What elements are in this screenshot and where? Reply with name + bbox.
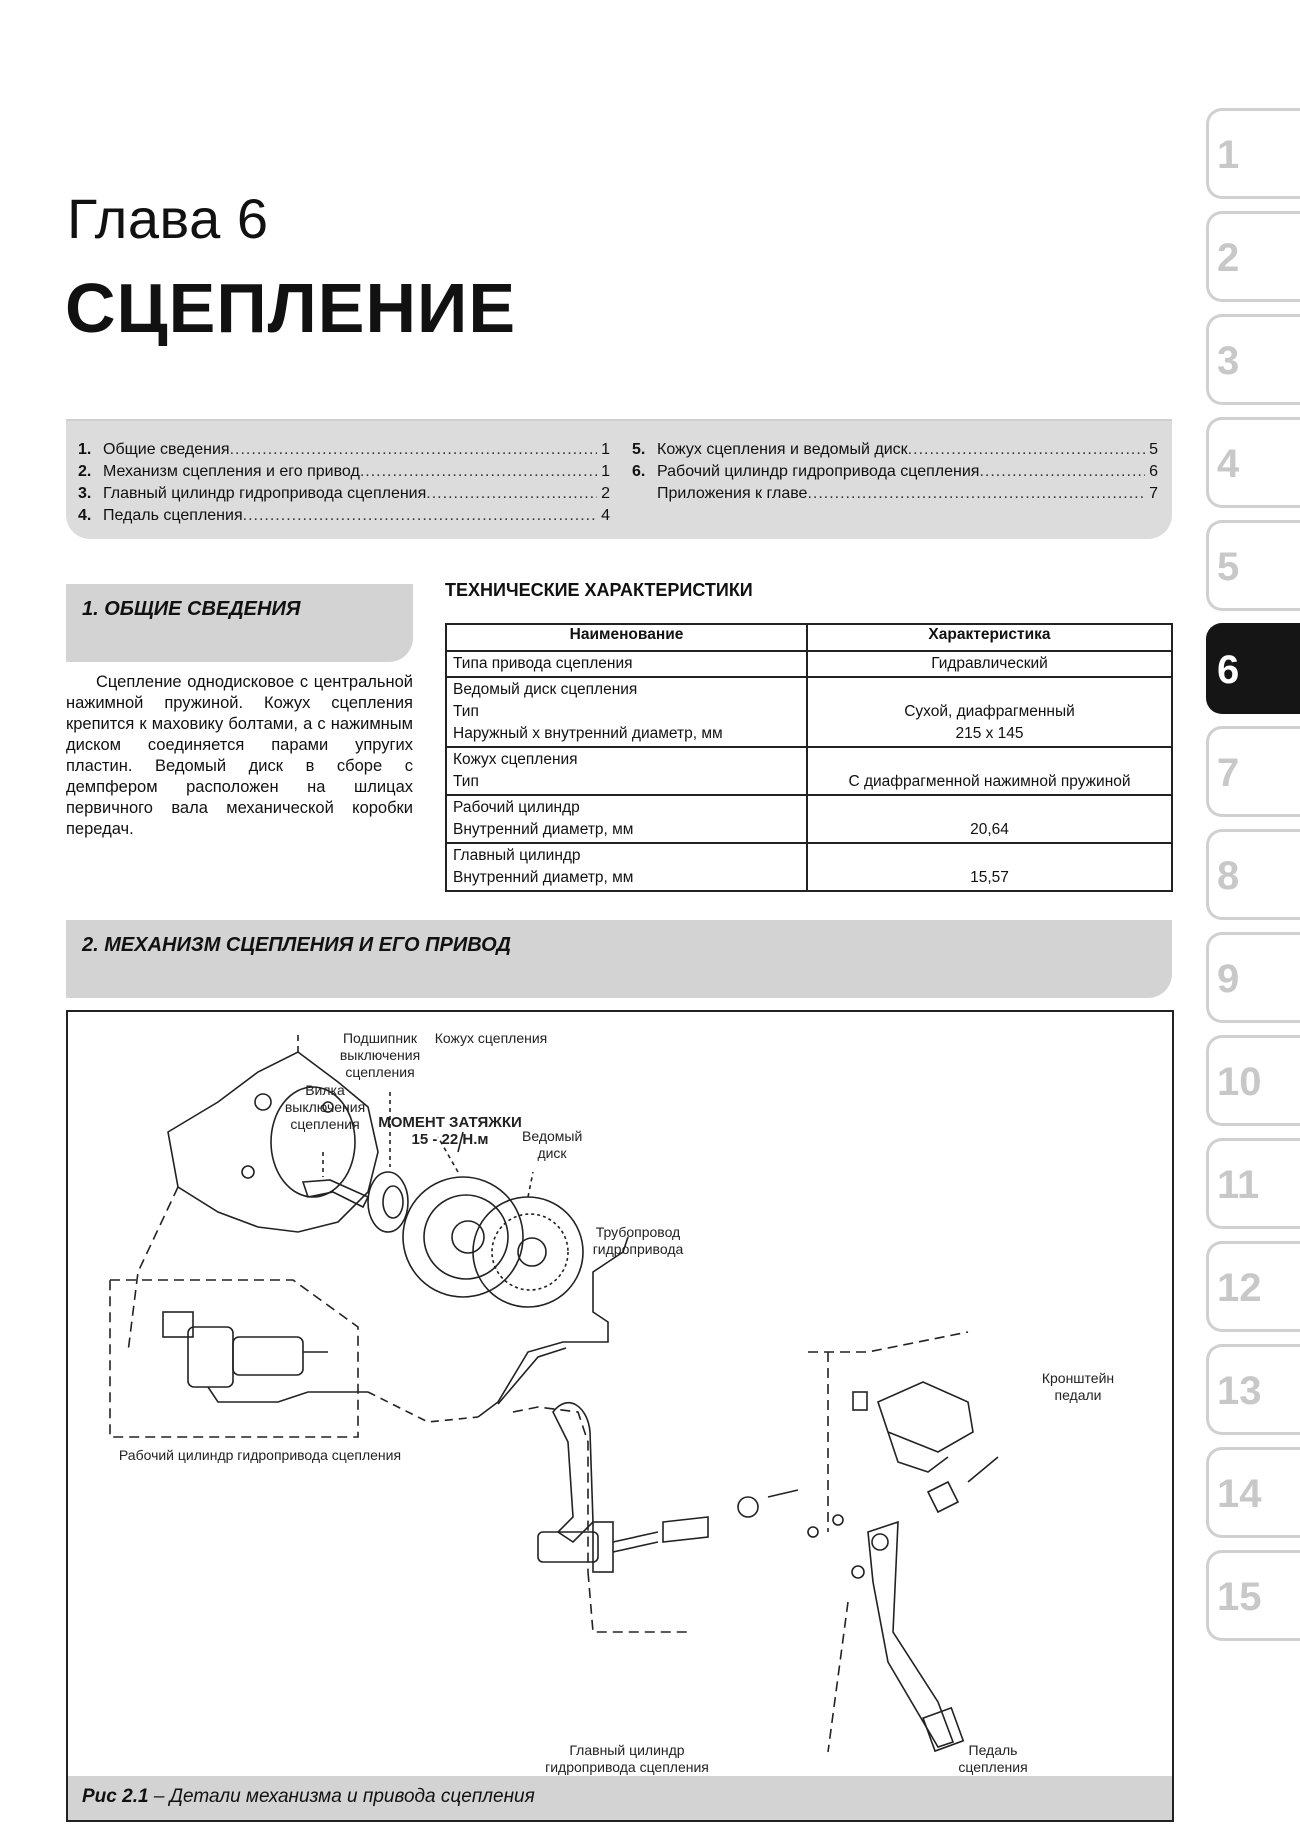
contents-leader-dots	[908, 439, 1145, 461]
pedal-bracket-drawing	[808, 1332, 973, 1532]
contents-item-title: Рабочий цилиндр гидропривода сцепления	[657, 463, 980, 480]
chapter-tab-8[interactable]: 8	[1206, 829, 1300, 920]
chapter-tab-6[interactable]: 6	[1206, 623, 1300, 714]
clutch-cover-drawing	[403, 1132, 523, 1297]
specs-value-cell	[807, 795, 1172, 843]
specs-value-line: 20,64	[970, 821, 1009, 838]
clutch-diagram	[68, 1012, 1172, 1776]
specs-value-cell	[807, 747, 1172, 795]
specs-name-line: Главный цилиндр	[453, 847, 581, 864]
specs-value-line: 15,57	[970, 869, 1009, 886]
chapter-title: СЦЕПЛЕНИЕ	[65, 269, 517, 347]
contents-leader-dots	[230, 439, 598, 461]
callout-slave-cylinder: Рабочий цилиндр гидропривода сцепления	[118, 1447, 402, 1463]
specs-name-line: Ведомый диск сцепления	[453, 681, 638, 698]
chapter-tab-14[interactable]: 14	[1206, 1447, 1300, 1538]
specs-name-line: Тип	[453, 703, 479, 720]
release-bearing-drawing	[368, 1092, 408, 1232]
contents-item-number: 2.	[78, 463, 92, 480]
callout-pedal-bracket: Кронштейн педали	[1041, 1370, 1115, 1403]
chapter-tab-13[interactable]: 13	[1206, 1344, 1300, 1435]
specs-name-cell	[446, 843, 807, 891]
contents-item-number: 3.	[78, 485, 92, 502]
specs-title: ТЕХНИЧЕСКИЕ ХАРАКТЕРИСТИКИ	[445, 580, 753, 600]
figure-caption-text: – Детали механизма и привода сцепления	[148, 1786, 535, 1807]
contents-item-title: Главный цилиндр гидропривода сцепления	[103, 485, 427, 502]
contents-item-page: 4	[601, 507, 610, 524]
specs-name-cell	[446, 651, 807, 677]
contents-item-title: Механизм сцепления и его привод	[103, 463, 360, 480]
specs-name-line: Тип	[453, 773, 479, 790]
contents-item-title: Кожух сцепления и ведомый диск	[657, 441, 908, 458]
callout-clutch-pedal: Педаль сцепления	[958, 1742, 1028, 1775]
contents-item-page: 6	[1149, 463, 1158, 480]
contents-item[interactable]	[632, 461, 1158, 483]
contents-item[interactable]	[78, 483, 610, 505]
contents-column-left	[78, 439, 610, 527]
specs-name-line: Внутренний диаметр, мм	[453, 869, 634, 886]
master-cylinder-drawing	[513, 1403, 798, 1632]
callout-master-cylinder: Главный цилиндр гидропривода сцепления	[545, 1742, 709, 1775]
contents-item-title: Педаль сцепления	[103, 507, 243, 524]
contents-item-page: 5	[1149, 441, 1158, 458]
specs-value-cell	[807, 677, 1172, 747]
chapter-tab-2[interactable]: 2	[1206, 211, 1300, 302]
clutch-pedal-drawing	[808, 1457, 998, 1752]
contents-leader-dots	[807, 483, 1145, 505]
callout-release-bearing: Подшипник выключения сцепления	[339, 1030, 421, 1080]
specs-name-line: Типа привода сцепления	[453, 655, 633, 672]
specs-name-line: Внутренний диаметр, мм	[453, 821, 634, 838]
chapter-tab-5[interactable]: 5	[1206, 520, 1300, 611]
section-1-text: Сцепление однодисковое с центральной нажимной пружиной. Кожух сцепления крепится к маховику болтами, а с нажимным диском соединяется парами упругих пластин. Ведомый диск в сборе с демпфером расположен на шлицах первичного вала механической коробки передач.	[66, 673, 413, 838]
specs-row	[446, 677, 1172, 747]
driven-disc-drawing	[473, 1172, 583, 1307]
specs-name-cell	[446, 677, 807, 747]
chapter-tab-7[interactable]: 7	[1206, 726, 1300, 817]
contents-item-number: 6.	[632, 463, 646, 480]
chapter-label: Глава 6	[67, 187, 269, 250]
specs-value-cell	[807, 651, 1172, 677]
chapter-tab-4[interactable]: 4	[1206, 417, 1300, 508]
specs-value-line: Сухой, диафрагменный	[904, 703, 1075, 720]
section-2-title: 2. МЕХАНИЗМ СЦЕПЛЕНИЯ И ЕГО ПРИВОД	[82, 934, 511, 956]
contents-leader-dots	[979, 461, 1145, 483]
figure-caption-bar	[68, 1776, 1172, 1820]
contents-item[interactable]	[632, 483, 1158, 505]
section-1-header	[66, 584, 413, 662]
section-2-header	[66, 920, 1172, 998]
chapter-tab-3[interactable]: 3	[1206, 314, 1300, 405]
figure-clutch-parts	[66, 1010, 1174, 1822]
callout-clutch-cover: Кожух сцепления	[434, 1030, 548, 1046]
contents-item-page: 1	[601, 463, 610, 480]
callout-driven-disc: Ведомый диск	[522, 1128, 583, 1161]
section-1-title: 1. ОБЩИЕ СВЕДЕНИЯ	[82, 598, 301, 620]
contents-leader-dots	[426, 483, 597, 505]
specs-header-name: Наименование	[446, 624, 807, 651]
specs-row	[446, 843, 1172, 891]
specs-name-cell	[446, 747, 807, 795]
slave-cylinder-drawing	[110, 1280, 478, 1437]
callout-hydraulic-pipe: Трубопровод гидропривода	[592, 1224, 684, 1257]
specs-row	[446, 795, 1172, 843]
chapter-contents	[66, 419, 1172, 539]
figure-caption	[82, 1786, 535, 1808]
chapter-tab-12[interactable]: 12	[1206, 1241, 1300, 1332]
specs-value-line: Гидравлический	[931, 655, 1048, 672]
contents-item-number: 4.	[78, 507, 92, 524]
specs-value-cell	[807, 843, 1172, 891]
specs-value-line: 215 х 145	[955, 725, 1024, 742]
chapter-tab-1[interactable]: 1	[1206, 108, 1300, 199]
chapter-tab-11[interactable]: 11	[1206, 1138, 1300, 1229]
specs-name-line: Рабочий цилиндр	[453, 799, 580, 816]
contents-item[interactable]	[78, 439, 610, 461]
contents-item[interactable]	[632, 439, 1158, 461]
specs-name-cell	[446, 795, 807, 843]
contents-item-title: Общие сведения	[103, 441, 230, 458]
figure-caption-number: Рис 2.1	[82, 1786, 149, 1807]
specs-row	[446, 747, 1172, 795]
chapter-tab-9[interactable]: 9	[1206, 932, 1300, 1023]
contents-column-right	[632, 439, 1158, 505]
contents-item-number: 1.	[78, 441, 92, 458]
callout-release-fork: Вилка выключения сцепления	[284, 1082, 366, 1132]
contents-item-page: 1	[601, 441, 610, 458]
callout-torque: МОМЕНТ ЗАТЯЖКИ 15 - 22 Н.м	[378, 1114, 522, 1148]
contents-item-page: 7	[1149, 485, 1158, 502]
contents-item-page: 2	[601, 485, 610, 502]
specs-name-line: Кожух сцепления	[453, 751, 578, 768]
contents-item[interactable]	[78, 505, 610, 527]
specs-header-value: Характеристика	[807, 624, 1172, 651]
chapter-tab-10[interactable]: 10	[1206, 1035, 1300, 1126]
contents-item-number: 5.	[632, 441, 646, 458]
hydraulic-pipe-drawing	[478, 1237, 628, 1417]
contents-item-number	[632, 483, 657, 505]
contents-item-title: Приложения к главе	[657, 485, 808, 502]
chapter-tab-15[interactable]: 15	[1206, 1550, 1300, 1641]
specs-table	[445, 623, 1173, 892]
contents-item[interactable]	[78, 461, 610, 483]
release-fork-drawing	[303, 1152, 368, 1207]
specs-row	[446, 651, 1172, 677]
specs-name-line: Наружный х внутренний диаметр, мм	[453, 725, 723, 742]
contents-leader-dots	[360, 461, 597, 483]
specs-value-line: С диафрагменной нажимной пружиной	[848, 773, 1131, 790]
contents-leader-dots	[243, 505, 597, 527]
